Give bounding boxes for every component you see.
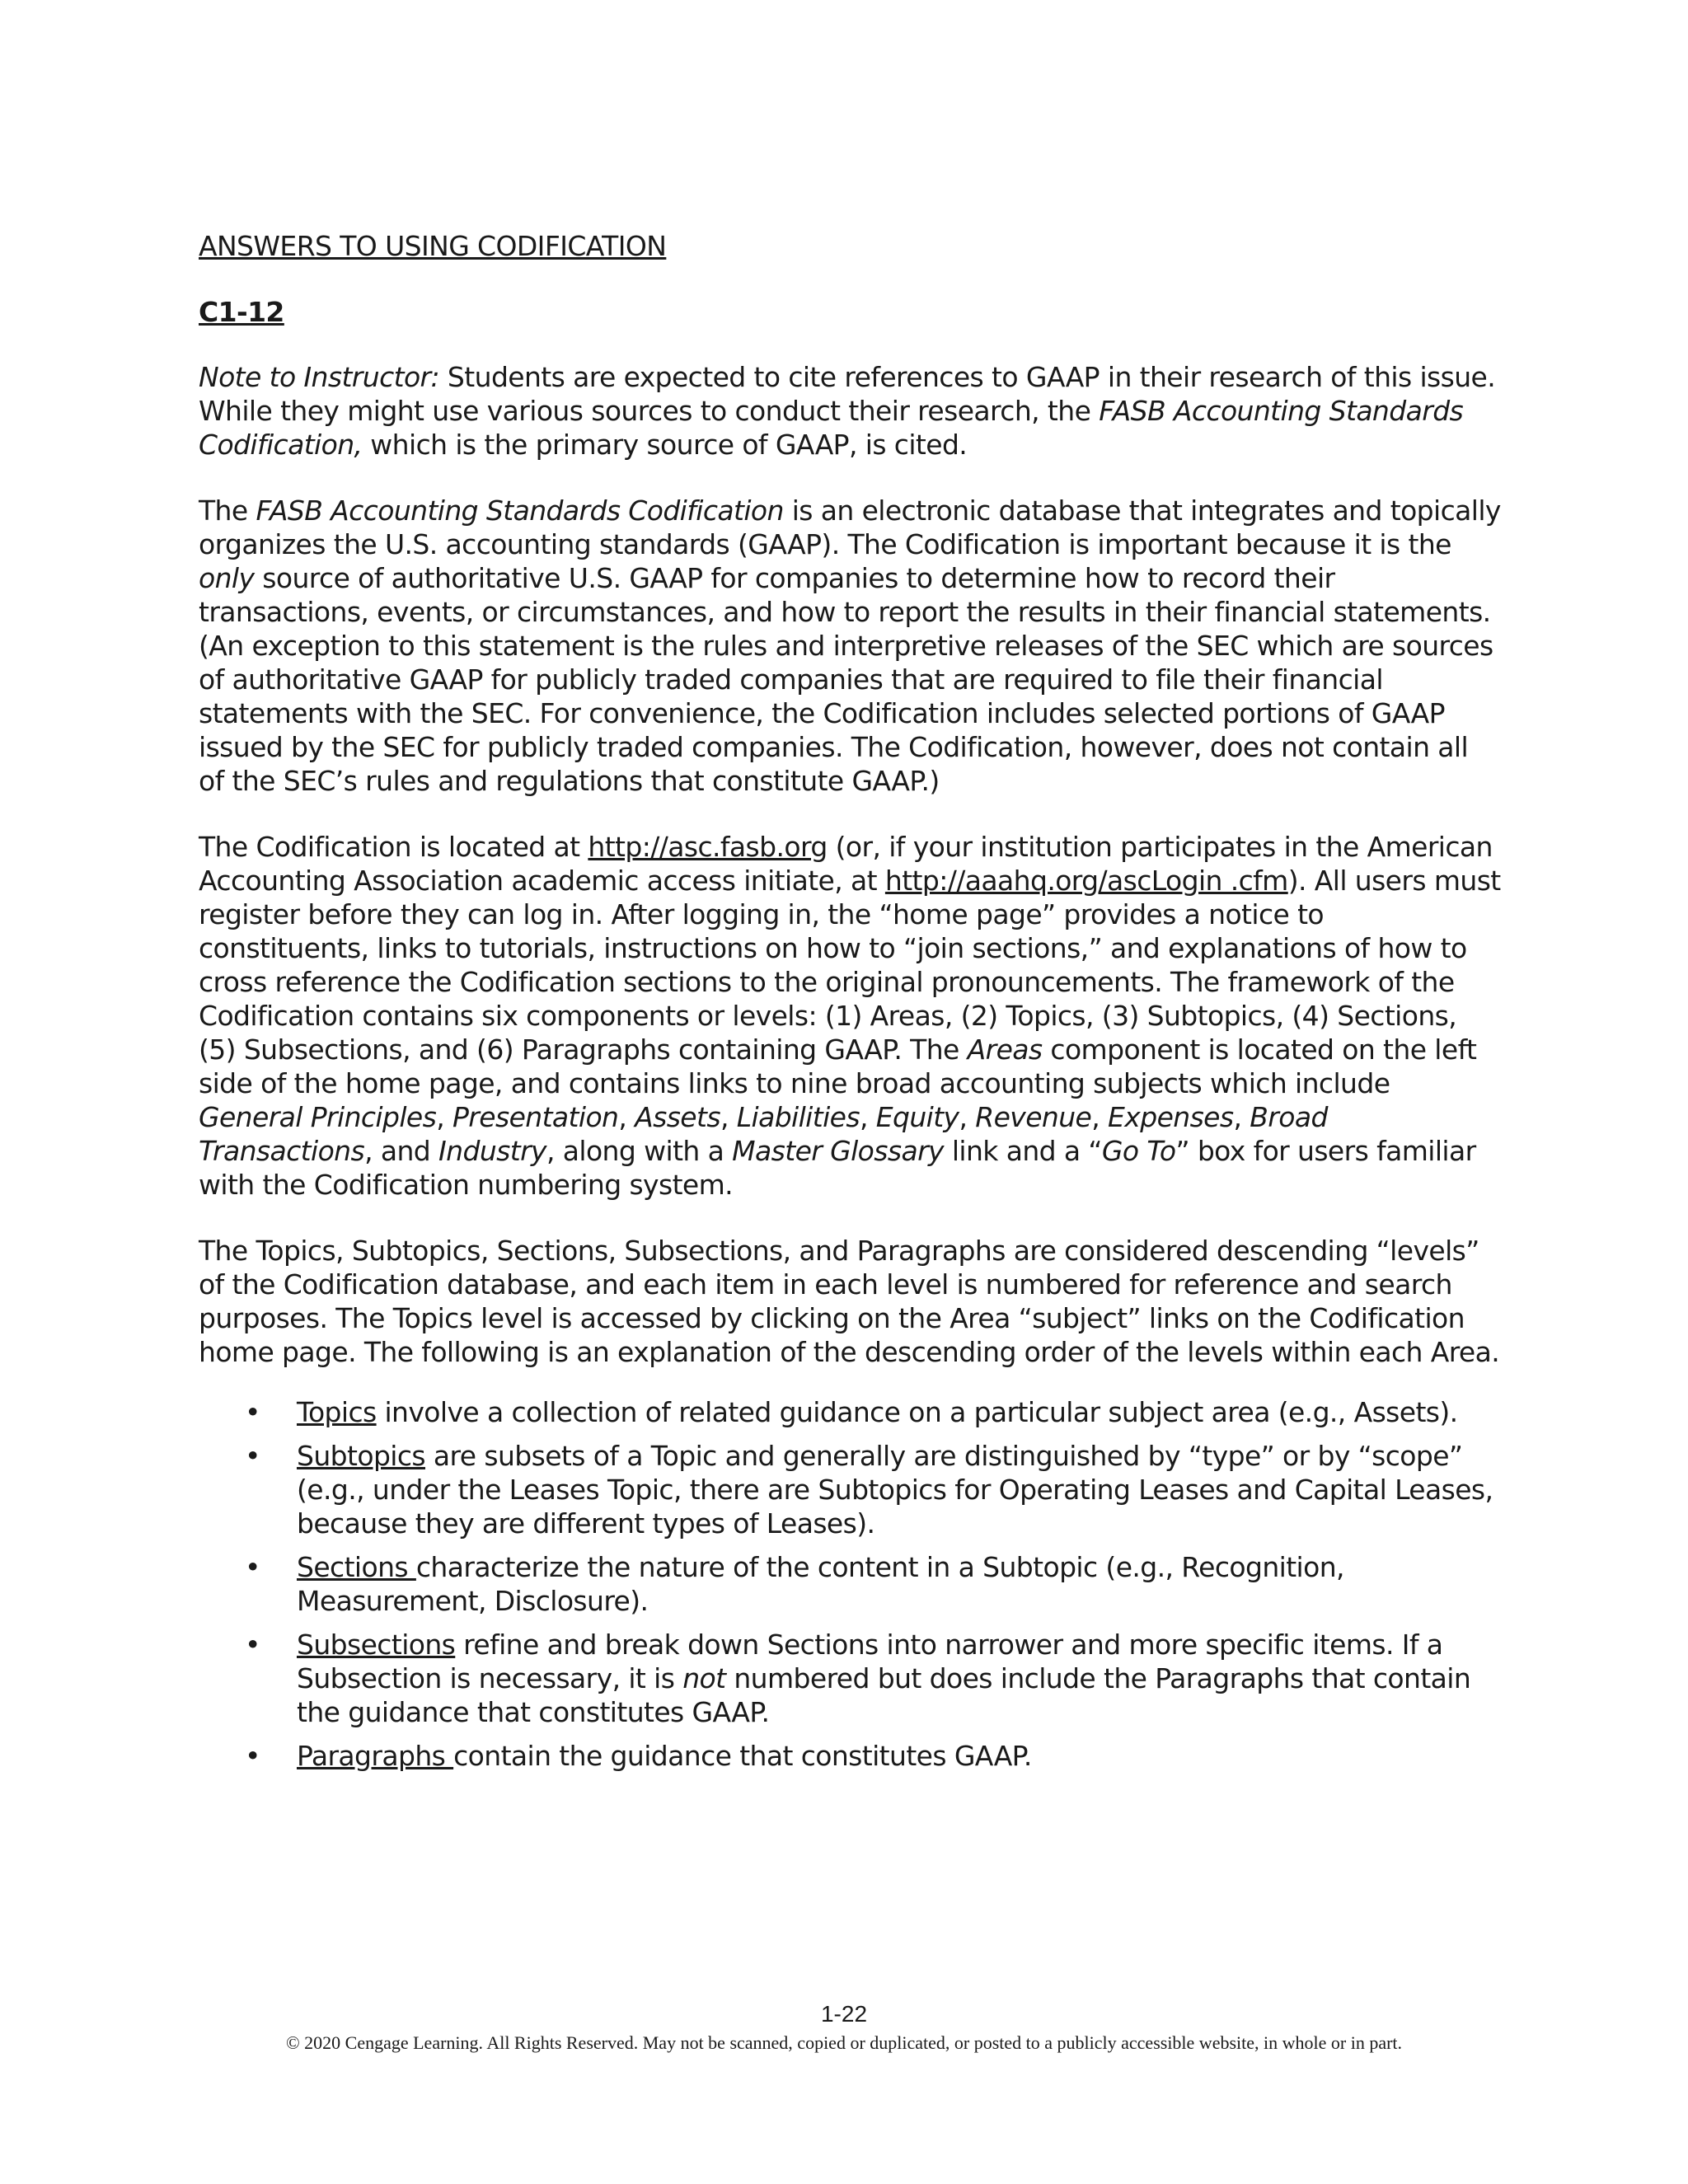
list-item-paragraphs <box>199 1739 1501 1773</box>
level-description: refine and break down Sections into narrower and more specific items. If a Subsection is necessary, it is <box>297 1629 1443 1694</box>
bullet-icon: • <box>245 1551 260 1583</box>
level-description: involve a collection of related guidance on a particular subject area (e.g., Assets). <box>376 1396 1458 1428</box>
text-run: (or, if your institution participates in the American Accounting Association academic access initiate, at <box>199 831 1493 897</box>
note-text-1: Students are expected to cite references to GAAP in their research of this issue. While they might use various sources to conduct their research, the <box>199 361 1496 427</box>
separator: , <box>436 1101 452 1133</box>
levels-list <box>199 1395 1501 1773</box>
section-heading: ANSWERS TO USING CODIFICATION <box>199 230 667 262</box>
level-term: Subtopics <box>297 1440 425 1472</box>
page-number: 1-22 <box>820 2001 868 2027</box>
term-presentation: Presentation <box>452 1101 619 1133</box>
separator: , <box>1091 1101 1109 1133</box>
codification-title: FASB Accounting Standards Codification <box>256 494 784 527</box>
term-liabilities: Liabilities <box>736 1101 860 1133</box>
level-description: characterize the nature of the content in a Subtopic (e.g., Recognition, Measurement, Disclosure). <box>297 1551 1344 1617</box>
separator: , and <box>364 1135 439 1167</box>
level-term: Paragraphs <box>297 1740 454 1772</box>
list-item-subsections <box>199 1628 1501 1729</box>
text-run: component is located on the left side of the home page, and contains links to nine broad accounting subjects which include <box>199 1033 1477 1099</box>
text-run: is an electronic database that integrates and topically organizes the U.S. accounting standards (GAAP). The Codification is important because it is the <box>199 494 1501 560</box>
level-term: Sections <box>297 1551 416 1583</box>
text-run: , along with a <box>546 1135 733 1167</box>
aaahq-login-link[interactable]: http://aaahq.org/ascLogin .cfm <box>884 865 1288 897</box>
bullet-icon: • <box>245 1740 260 1772</box>
separator: , <box>859 1101 876 1133</box>
codification-access-paragraph <box>199 830 1501 1202</box>
term-expenses: Expenses <box>1108 1101 1234 1133</box>
bullet-icon: • <box>245 1440 260 1472</box>
level-term: Topics <box>297 1396 377 1428</box>
instructor-note <box>199 360 1501 462</box>
document-body <box>199 229 1501 1783</box>
term-go-to: Go To <box>1101 1135 1176 1167</box>
text-run: source of authoritative U.S. GAAP for companies to determine how to record their transactions, events, or circumstances, and how to report the results in their financial statements. (An exception to this statement is the rules and interpretive releases of the SEC which are sources of authoritative GAAP for publicly traded companies that are required to file their financial statements with the SEC. For convenience, the Codification includes selected portions of GAAP issued by the SEC for publicly traded companies. The Codification, however, does not contain all of the SEC’s rules and regulations that constitute GAAP.) <box>199 562 1493 797</box>
copyright-notice: © 2020 Cengage Learning. All Rights Reserved. May not be scanned, copied or duplicated, or posted to a publicly accessible website, in whole or in part. <box>285 2032 1403 2053</box>
term-general-principles: General Principles <box>199 1101 437 1133</box>
bullet-icon: • <box>245 1396 260 1428</box>
term-equity: Equity <box>875 1101 959 1133</box>
note-codification-title: FASB Accounting Standards Codification, <box>199 395 1464 461</box>
emphasis-only: only <box>199 562 255 594</box>
term-master-glossary: Master Glossary <box>732 1135 944 1167</box>
codification-overview-paragraph <box>199 494 1501 798</box>
term-broad-transactions: Broad Transactions <box>199 1101 1328 1167</box>
list-item-sections <box>199 1550 1501 1618</box>
separator: , <box>959 1101 976 1133</box>
problem-id: C1-12 <box>199 296 284 328</box>
asc-fasb-link[interactable]: http://asc.fasb.org <box>588 831 828 863</box>
text-run: link and a “ <box>943 1135 1102 1167</box>
separator: , <box>618 1101 635 1133</box>
level-description: contain the guidance that constitutes GAAP. <box>453 1740 1032 1772</box>
term-assets: Assets <box>635 1101 720 1133</box>
text-run: The <box>199 494 256 527</box>
term-industry: Industry <box>438 1135 546 1167</box>
level-description: numbered but does include the Paragraphs that contain the guidance that constitutes GAAP. <box>297 1662 1471 1728</box>
note-text-2: which is the primary source of GAAP, is cited. <box>362 429 968 461</box>
levels-intro-paragraph: The Topics, Subtopics, Sections, Subsections, and Paragraphs are considered descending “levels” of the Codification database, and each item in each level is numbered for reference and search purposes. The Topics level is accessed by clicking on the Area “subject” links on the Codification home page. The following is an explanation of the descending order of the levels within each Area. <box>199 1235 1500 1368</box>
term-revenue: Revenue <box>975 1101 1092 1133</box>
list-item-topics <box>199 1395 1501 1429</box>
note-label: Note to Instructor: <box>199 361 440 393</box>
level-description: are subsets of a Topic and generally are distinguished by “type” or by “scope” (e.g., under the Leases Topic, there are Subtopics for Operating Leases and Capital Leases, because they are different types of Leases). <box>297 1440 1493 1540</box>
text-run: ). All users must register before they can log in. After logging in, the “home page” provides a notice to constituents, links to tutorials, instructions on how to “join sections,” and explanations of how to cross reference the Codification sections to the original pronouncements. The framework of the Codification contains six components or levels: (1) Areas, (2) Topics, (3) Subtopics, (4) Sections, (5) Subsections, and (6) Paragraphs containing GAAP. The <box>199 865 1501 1066</box>
bullet-icon: • <box>245 1629 260 1661</box>
text-run: The Codification is located at <box>199 831 588 863</box>
list-item-subtopics <box>199 1439 1501 1540</box>
separator: , <box>720 1101 737 1133</box>
level-term: Subsections <box>297 1629 456 1661</box>
emphasis-not: not <box>682 1662 726 1694</box>
term-areas: Areas <box>967 1033 1043 1066</box>
text-run: ” box for users familiar with the Codification numbering system. <box>199 1135 1476 1201</box>
separator: , <box>1233 1101 1250 1133</box>
